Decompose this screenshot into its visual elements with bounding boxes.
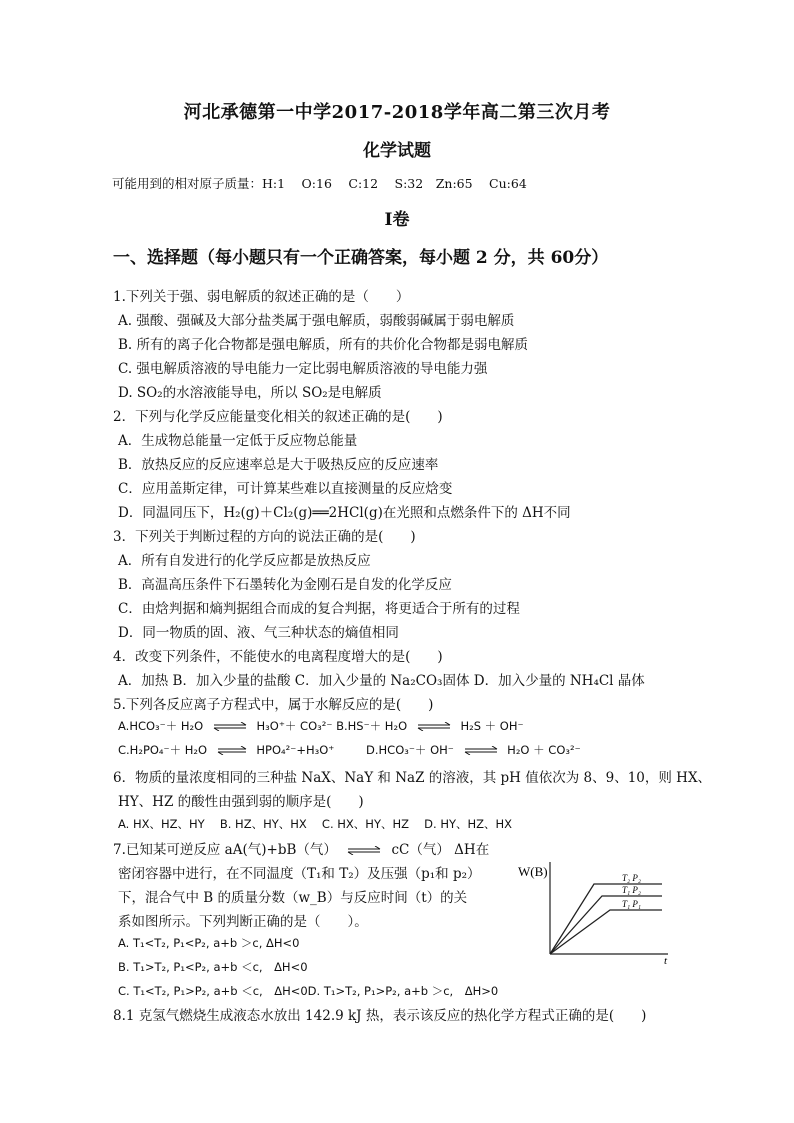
q1-option-a: A. 强酸、强碱及大部分盐类属于强电解质，弱酸弱碱属于弱电解质 — [118, 313, 515, 329]
q2-option-a: A．生成物总能量一定低于反应物总能量 — [118, 433, 358, 449]
q5-d-left: D.HCO₃⁻＋ OH⁻ — [366, 743, 454, 757]
q7-stem-left: 7.已知某可逆反应 aA(气)+bB（气） — [113, 842, 337, 858]
q3-option-c: C．由焓判据和熵判据组合而成的复合判据，将更适合于所有的过程 — [118, 601, 520, 617]
q5-option-a-b — [118, 718, 524, 734]
q5-a-right: H₃O⁺＋ CO₃²⁻ — [256, 719, 333, 733]
q2-option-c: C．应用盖斯定律，可计算某些难以直接测量的反应焓变 — [118, 481, 453, 497]
q5-option-c — [118, 742, 334, 758]
volume-label: Ⅰ卷 — [384, 210, 410, 230]
q5-a-left: A.HCO₃⁻＋ H₂O — [118, 719, 204, 733]
curve-t1-p2 — [550, 896, 662, 954]
q1-stem: 1.下列关于强、弱电解质的叙述正确的是（ ） — [113, 289, 410, 305]
q7-stem-right: cC（气） ΔH在 — [391, 842, 490, 858]
q2-option-b: B．放热反应的反应速率总是大于吸热反应的反应速率 — [118, 457, 439, 473]
graph-xlabel: t — [664, 955, 668, 966]
curve-t2-p2 — [550, 884, 662, 954]
q8-stem: 8.1 克氢气燃烧生成液态水放出 142.9 kJ 热，表示该反应的热化学方程式正确的是( ) — [113, 1008, 647, 1024]
curve-label-t1p2: T₁ P₂ — [622, 885, 642, 895]
q4-stem: 4．改变下列条件，不能使水的电离程度增大的是( ) — [113, 649, 443, 665]
q5-c-right: HPO₄²⁻+H₃O⁺ — [256, 743, 335, 757]
atomic-masses: 可能用到的相对原子质量：H:1 O:16 C:12 S:32 Zn:65 Cu:64 — [112, 176, 527, 191]
q3-stem: 3．下列关于判断过程的方向的说法正确的是( ) — [113, 529, 416, 545]
page-title: 河北承德第一中学2017-2018学年高二第三次月考 — [183, 102, 611, 123]
q3-option-d: D．同一物质的固、液、气三种状态的熵值相同 — [118, 625, 399, 641]
q7-line3: 下，混合气中 B 的质量分数（w_B）与反应时间（t）的关 — [118, 890, 468, 906]
q1-option-b: B. 所有的离子化合物都是强电解质，所有的共价化合物都是弱电解质 — [118, 337, 529, 353]
q2-stem: 2．下列与化学反应能量变化相关的叙述正确的是( ) — [113, 409, 443, 425]
q7-option-b: B. T₁>T₂, P₁<P₂, a+b ＜c, ΔH<0 — [118, 960, 308, 974]
q5-stem: 5.下列各反应离子方程式中，属于水解反应的是( ) — [113, 697, 434, 713]
q3-option-b: B．高温高压条件下石墨转化为金刚石是自发的化学反应 — [118, 577, 452, 593]
q5-d-right: H₂O ＋ CO₃²⁻ — [507, 743, 581, 757]
q1-option-c: C. 强电解质溶液的导电能力一定比弱电解质溶液的导电能力强 — [118, 361, 488, 377]
q7-option-c-d: C. T₁<T₂, P₁>P₂, a+b ＜c, ΔH<0D. T₁>T₂, P₁>P₂, a+b ＞c, ΔH>0 — [118, 984, 499, 998]
q2-option-d: D．同温同压下，H₂(g)＋Cl₂(g)══2HCl(g)在光照和点燃条件下的 ΔH不同 — [118, 505, 571, 521]
graph-ylabel: W(B) — [518, 864, 548, 879]
curve-label-t2p2: T₂ P₂ — [622, 873, 642, 883]
q5-c-left: C.H₂PO₄⁻＋ H₂O — [118, 743, 208, 757]
q1-option-d: D. SO₂的水溶液能导电，所以 SO₂是电解质 — [118, 385, 382, 401]
curve-t1-p1 — [550, 910, 662, 954]
page-subtitle: 化学试题 — [363, 141, 431, 161]
curve-label-t1p1: T₁ P₁ — [622, 899, 642, 909]
equilibrium-arrow-icon — [464, 746, 498, 755]
equilibrium-arrow-icon — [347, 846, 381, 855]
q5-option-d — [366, 742, 581, 758]
q6-stem: 6．物质的量浓度相同的三种盐 NaX、NaY 和 NaZ 的溶液，其 pH 值依次为 8、9、10，则 HX、 — [113, 770, 712, 786]
q7-option-a: A. T₁<T₂, P₁<P₂, a+b ＞c, ΔH<0 — [118, 936, 300, 950]
q3-option-a: A．所有自发进行的化学反应都是放热反应 — [118, 553, 371, 569]
q5-b-left: B.HS⁻＋ H₂O — [336, 719, 408, 733]
equilibrium-arrow-icon — [217, 746, 247, 755]
section-heading: 一、选择题（每小题只有一个正确答案，每小题 2 分，共 60分） — [113, 248, 609, 268]
q5-b-right: H₂S ＋ OH⁻ — [460, 719, 524, 733]
q7-line4: 系如图所示。下列判断正确的是（ ）。 — [118, 914, 368, 930]
q4-options: A．加热 B．加入少量的盐酸 C．加入少量的 Na₂CO₃固体 D．加入少量的 NH₄Cl 晶体 — [118, 673, 645, 689]
q7-stem — [113, 838, 489, 858]
q6-options: A. HX、HZ、HY B. HZ、HY、HX C. HX、HY、HZ D. HY、HZ、HX — [118, 817, 513, 831]
equilibrium-arrow-icon — [417, 722, 451, 731]
q7-line2: 密闭容器中进行，在不同温度（T₁和 T₂）及压强（p₁和 p₂） — [118, 866, 481, 882]
wb-time-graph — [512, 858, 672, 966]
equilibrium-arrow-icon — [213, 722, 247, 731]
q6-stem-cont: HY、HZ 的酸性由强到弱的顺序是( ) — [118, 794, 364, 810]
